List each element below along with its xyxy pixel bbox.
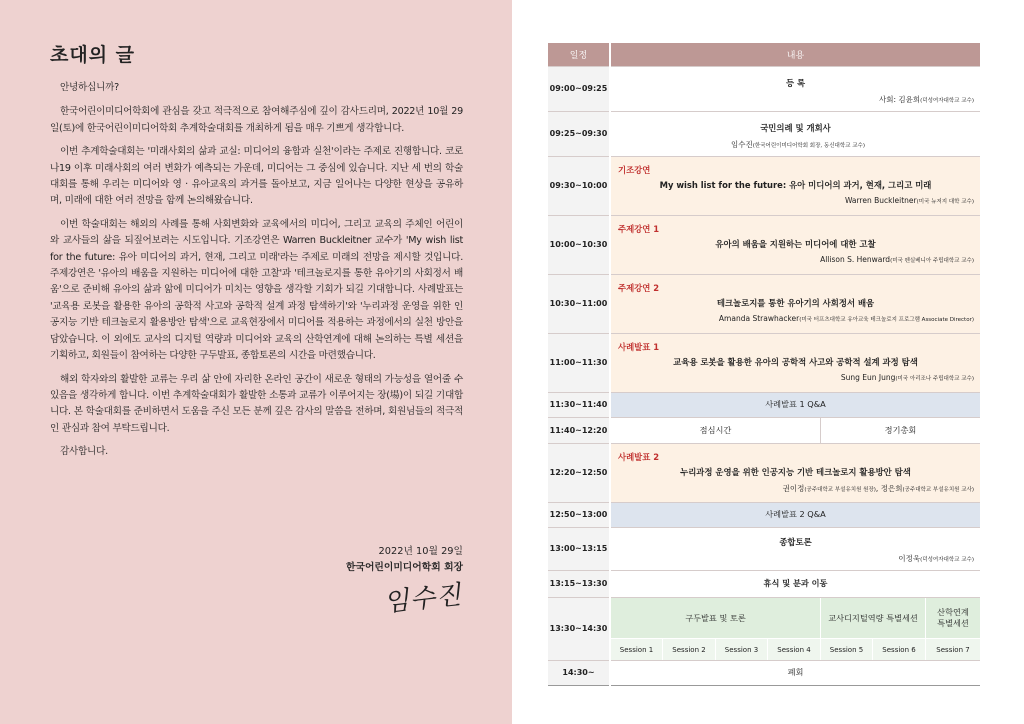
row-title: 사례발표 1 Q&A — [610, 392, 980, 417]
row-title: 사례발표 2 Q&A — [610, 502, 980, 527]
row-time: 12:20~12:50 — [548, 443, 610, 502]
schedule-row — [548, 274, 980, 333]
row-tag: 사례발표 1 — [618, 341, 660, 352]
session-item: Session 3 — [716, 639, 768, 660]
row-time: 14:30~ — [548, 660, 610, 685]
row-title: 휴식 및 분과 이동 — [610, 570, 980, 597]
sign-block — [346, 544, 463, 576]
session-item: Session 2 — [663, 639, 716, 660]
row-speaker: 사회: 김윤희(덕성여자대학교 교수) — [879, 94, 974, 104]
row-title: 누리과정 운영을 위한 인공지능 기반 테크놀로지 활용방안 탐색 — [680, 466, 911, 477]
sign-org: 한국어린이미디어학회 회장 — [346, 562, 463, 573]
schedule-row — [548, 333, 980, 392]
row-title: 등 록 — [785, 77, 806, 88]
row-title: 종합토론 — [779, 536, 812, 547]
sign-date: 2022년 10월 29일 — [378, 546, 463, 557]
row-tag: 기조강연 — [618, 164, 651, 175]
row-speaker: Allison S. Henward(미국 펜실베니아 주립대학교 교수) — [820, 254, 974, 264]
paragraph: 이번 학술대회는 해외의 사례를 통해 사회변화와 교육에서의 미디어, 그리고 교육의 주체인 어린이와 교사들의 삶을 되짚어보려는 시도입니다. 기조강연은 Warren Buckleitner 교수가 'My wish list for the future: 유아 미디어의 과거, 현재, 그리고 미래'라는 주제로 미래의 전망을 제시할 것입니다. 주제강연은 '유아의 배움을 지원하는 미디어에 대한 고찰'과 '테크놀로지를 통한 유아기의 사회정서 배움'으로 준비해 유아의 삶과 앎에 미디어가 미치는 영향을 생각할 기회가 되길 기대합니다. 사례발표는 '교육용 로봇을 활용한 유아의 공학적 사고와 공학적 설계 과정 탐색하기'와 '누리과정 운영을 위한 인공지능 기반 테크놀로지 활용방안 탐색'으로 교육현장에서 미디어를 적용하는 과정에서의 실천 방안을 담았습니다. 이 외에도 교사의 디지털 역량과 미디어와 교육의 산학연계에 대해 논의하는 특별 세션을 기획하고, 회원들이 참여하는 다양한 구두발표, 종합토론의 시간을 마련했습니다. — [50, 218, 463, 362]
row-time: 09:25~09:30 — [548, 111, 610, 156]
row-time: 13:00~13:15 — [548, 527, 610, 570]
row-speaker: 임수진(한국어린이미디어학회 회장, 동신대학교 교수) — [731, 139, 865, 149]
session-item: Session 5 — [821, 639, 873, 660]
row-time: 11:30~11:40 — [548, 392, 610, 417]
row-time: 09:00~09:25 — [548, 66, 610, 111]
row-time: 13:30~14:30 — [548, 597, 610, 660]
paragraph: 한국어린이미디어학회에 관심을 갖고 적극적으로 참여해주심에 깊이 감사드리며, 2022년 10월 29일(토)에 한국어린이미디어학회 추계학술대회를 개최하게 됨을 매우 기쁘게 생각합니다. — [50, 106, 463, 134]
row-title: 유아의 배움을 지원하는 미디어에 대한 고찰 — [715, 238, 876, 249]
invitation-letter — [50, 80, 463, 468]
row-speaker: Amanda Strawhacker(미국 터프츠대학교 유아교육 테크놀로지 프로그램 Associate Director) — [718, 313, 974, 323]
schedule-row — [548, 443, 980, 502]
row-speaker: Warren Buckleitner(미국 뉴저지 대학 교수) — [844, 195, 974, 205]
schedule-row — [548, 66, 980, 111]
row-time: 13:15~13:30 — [548, 570, 610, 597]
group-teacher-digital: 교사디지털역량 특별세션 — [821, 598, 926, 638]
group-oral: 구두발표 및 토론 — [611, 598, 821, 638]
schedule-row — [548, 392, 980, 417]
group-industry: 산학연계 특별세션 — [926, 598, 980, 638]
row-title: 테크놀로지를 통한 유아기의 사회정서 배움 — [716, 297, 875, 308]
schedule-row — [548, 660, 980, 685]
row-title: My wish list for the future: 유아 미디어의 과거, 현재, 그리고 미래 — [659, 179, 932, 190]
greeting: 안녕하십니까? — [60, 82, 119, 93]
row-speaker: Sung Eun Jung(미국 아리조나 주립대학교 교수) — [840, 372, 974, 382]
paragraph: 이번 추계학술대회는 '미래사회의 삶과 교실: 미디어의 융합과 실천'이라는 주제로 진행합니다. 코로나19 이후 미래사회의 여러 변화가 예측되는 가운데, 미디어는 그 중심에 있습니다. 지난 세 번의 학술대회를 통해 우리는 미디어와 영 · 유아교육의 과거를 돌아보고, 지금 일어나는 다양한 현상을 공유하며, 미래에 대한 여러 전망을 함께 논의해왔습니다. — [50, 146, 463, 207]
row-time: 11:40~12:20 — [548, 417, 610, 443]
row-title: 교육용 로봇을 활용한 유아의 공학적 사고와 공학적 설계 과정 탐색 — [673, 356, 918, 367]
schedule-row — [548, 417, 980, 443]
row-speaker: 권이정(공주대학교 부설유치원 원장), 정은희(공주대학교 부설유치원 교사) — [782, 483, 974, 493]
row-tag: 주제강연 1 — [618, 223, 660, 234]
header-content: 내용 — [610, 43, 980, 66]
row-speaker: 이정욱(덕성여자대학교 교수) — [898, 553, 974, 563]
row-title: 국민의례 및 개회사 — [760, 122, 831, 133]
session-item: Session 7 — [926, 639, 980, 660]
closing: 감사합니다. — [60, 446, 108, 458]
header-time: 일정 — [548, 43, 610, 66]
schedule-row — [548, 502, 980, 527]
row-time: 09:30~10:00 — [548, 156, 610, 215]
row-title: 폐회 — [610, 660, 980, 685]
schedule-row — [548, 111, 980, 156]
invitation-title: 초대의 글 — [50, 44, 136, 66]
assembly-label: 정기총회 — [884, 424, 917, 435]
row-time: 12:50~13:00 — [548, 502, 610, 527]
session-item: Session 4 — [768, 639, 821, 660]
row-time: 10:00~10:30 — [548, 215, 610, 274]
row-tag: 사례발표 2 — [618, 451, 660, 462]
session-item: Session 6 — [873, 639, 926, 660]
handwritten-signature: 임수진 — [383, 579, 466, 619]
row-time: 11:00~11:30 — [548, 333, 610, 392]
schedule-table — [548, 43, 980, 686]
row-time: 10:30~11:00 — [548, 274, 610, 333]
schedule-row — [548, 215, 980, 274]
row-tag: 주제강연 2 — [618, 282, 660, 293]
schedule-row — [548, 527, 980, 570]
schedule-row — [548, 597, 980, 660]
paragraph: 해외 학자와의 활발한 교류는 우리 삶 안에 자리한 온라인 공간이 새로운 형태의 가능성을 열어줄 수 있음을 생각하게 합니다. 이번 추계학술대회가 활발한 소통과 교류가 이루어지는 장(場)이 되길 기대합니다. 본 학술대회를 준비하면서 도움을 주신 모든 분께 깊은 감사의 말씀을 전하며, 회원님들의 적극적인 관심과 참여 부탁드립니다. — [50, 373, 463, 434]
schedule-row — [548, 570, 980, 597]
schedule-row — [548, 156, 980, 215]
lunch-label: 점심시간 — [611, 418, 821, 443]
session-item: Session 1 — [611, 639, 663, 660]
